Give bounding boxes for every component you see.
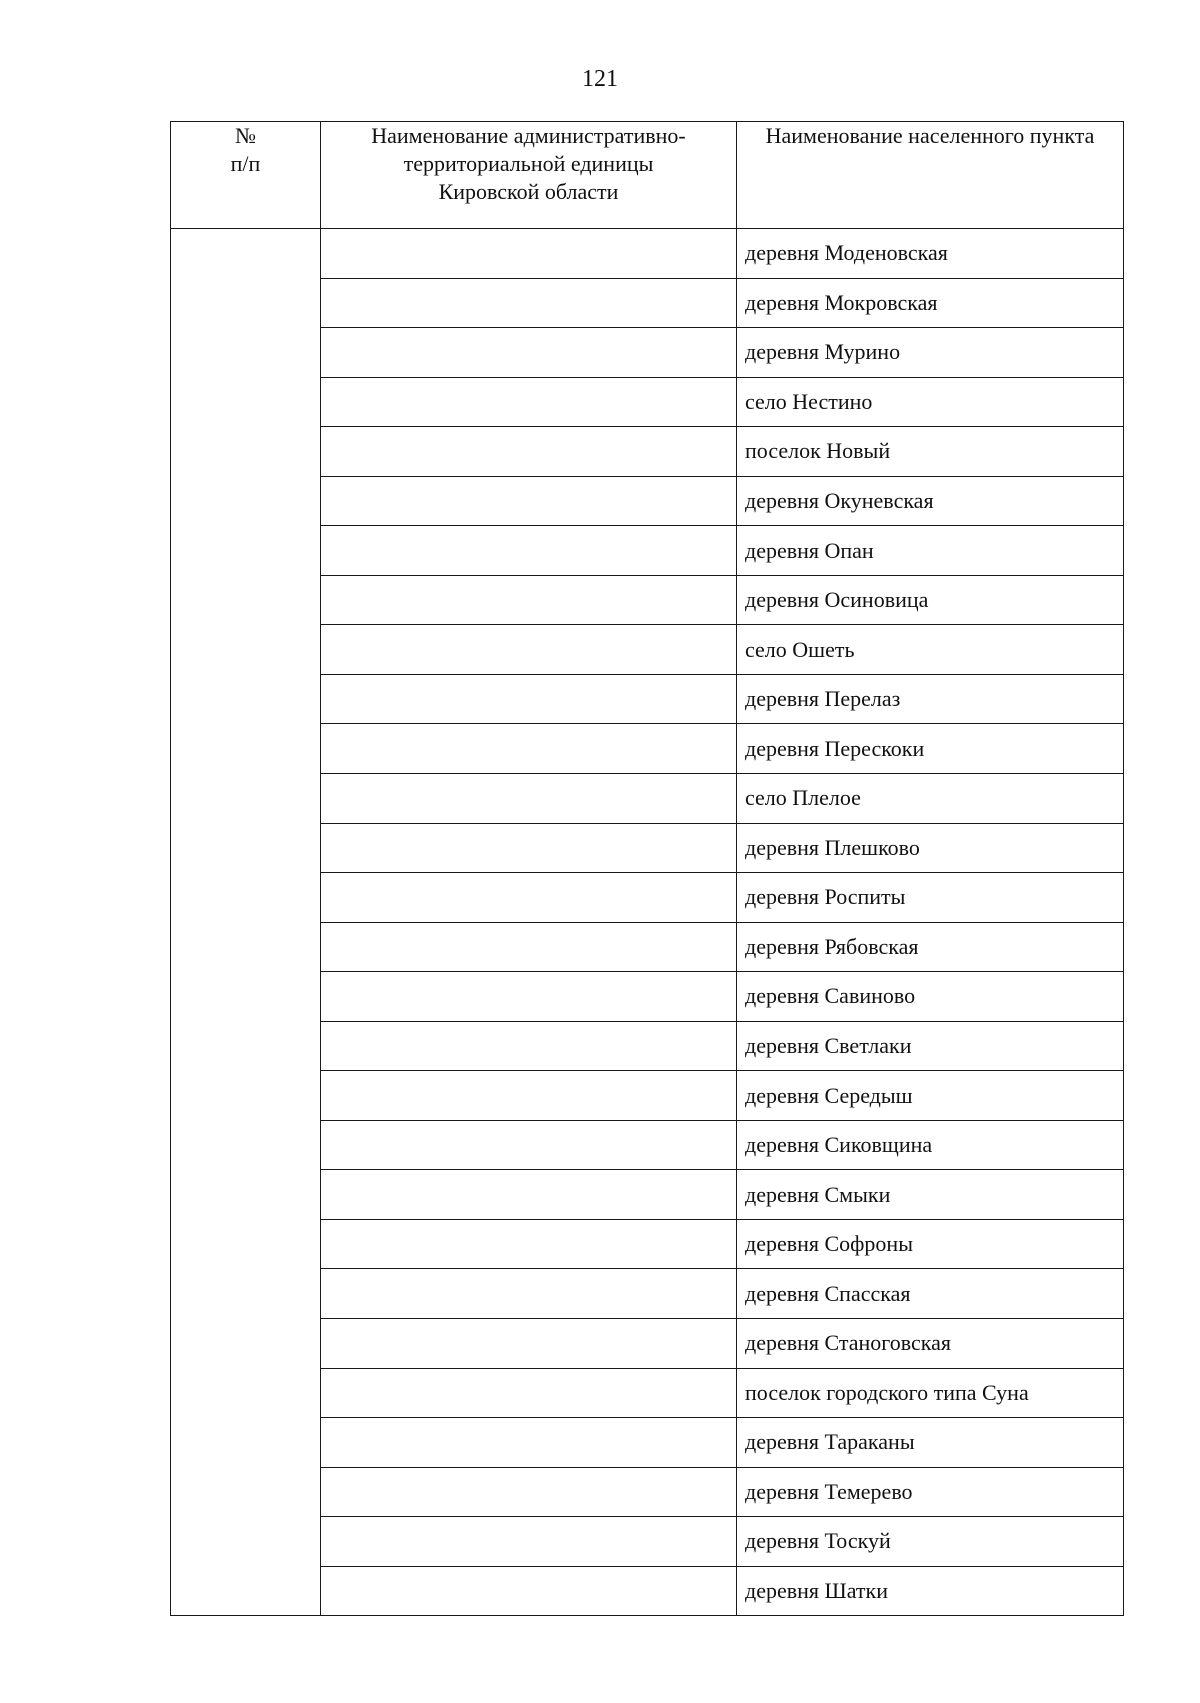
page-number: 121 (582, 66, 618, 92)
admin-unit-cell (321, 1071, 737, 1121)
header-settlement: Наименование населенного пункта (737, 122, 1124, 229)
admin-unit-cell (321, 1517, 737, 1567)
settlement-cell: деревня Опан (737, 526, 1124, 576)
table-body (171, 229, 1124, 1616)
admin-unit-cell (321, 575, 737, 625)
admin-unit-cell (321, 427, 737, 477)
admin-unit-cell (321, 1219, 737, 1269)
admin-unit-cell (321, 972, 737, 1022)
header-number-line: п/п (230, 151, 261, 176)
admin-unit-cell (321, 1467, 737, 1517)
admin-unit-cell (321, 1170, 737, 1220)
admin-unit-cell (321, 724, 737, 774)
header-number (171, 122, 321, 229)
admin-unit-cell (321, 229, 737, 279)
settlement-cell: деревня Савиново (737, 972, 1124, 1022)
admin-unit-cell (321, 1319, 737, 1369)
settlement-cell: деревня Перескоки (737, 724, 1124, 774)
admin-unit-cell (321, 674, 737, 724)
header-admin-unit-line: Кировской области (438, 179, 619, 204)
settlement-cell: деревня Рябовская (737, 922, 1124, 972)
settlement-cell: село Плелое (737, 774, 1124, 824)
settlement-cell: поселок Новый (737, 427, 1124, 477)
settlement-cell: поселок городского типа Суна (737, 1368, 1124, 1418)
admin-unit-cell (321, 1418, 737, 1468)
admin-unit-cell (321, 476, 737, 526)
settlement-cell: деревня Светлаки (737, 1021, 1124, 1071)
number-cell (171, 229, 321, 1616)
settlement-cell: деревня Софроны (737, 1219, 1124, 1269)
settlement-cell: деревня Тараканы (737, 1418, 1124, 1468)
admin-unit-cell (321, 377, 737, 427)
admin-unit-cell (321, 278, 737, 328)
settlement-cell: деревня Тоскуй (737, 1517, 1124, 1567)
settlement-cell: деревня Роспиты (737, 873, 1124, 923)
admin-unit-cell (321, 625, 737, 675)
admin-unit-cell (321, 1566, 737, 1616)
settlement-cell: деревня Мокровская (737, 278, 1124, 328)
settlement-cell: деревня Спасская (737, 1269, 1124, 1319)
settlement-cell: деревня Сиковщина (737, 1120, 1124, 1170)
settlement-cell: деревня Моденовская (737, 229, 1124, 279)
admin-unit-cell (321, 1269, 737, 1319)
settlement-cell: село Нестино (737, 377, 1124, 427)
admin-unit-cell (321, 328, 737, 378)
settlement-cell: деревня Станоговская (737, 1319, 1124, 1369)
admin-unit-cell (321, 1120, 737, 1170)
settlement-cell: деревня Темерево (737, 1467, 1124, 1517)
admin-unit-cell (321, 774, 737, 824)
admin-unit-cell (321, 922, 737, 972)
admin-unit-cell (321, 526, 737, 576)
settlement-cell: деревня Мурино (737, 328, 1124, 378)
settlement-cell: деревня Осиновица (737, 575, 1124, 625)
admin-unit-cell (321, 873, 737, 923)
settlement-cell: село Ошеть (737, 625, 1124, 675)
admin-unit-cell (321, 1368, 737, 1418)
settlement-cell: деревня Смыки (737, 1170, 1124, 1220)
settlement-cell: деревня Плешково (737, 823, 1124, 873)
settlement-cell: деревня Середыш (737, 1071, 1124, 1121)
admin-unit-cell (321, 823, 737, 873)
admin-unit-cell (321, 1021, 737, 1071)
header-admin-unit-line: Наименование административно- (371, 123, 686, 148)
settlement-cell: деревня Перелаз (737, 674, 1124, 724)
header-admin-unit (321, 122, 737, 229)
header-number-line: № (235, 123, 256, 148)
settlements-table (170, 121, 1124, 1616)
table-row (171, 229, 1124, 279)
header-admin-unit-line: территориальной единицы (403, 151, 654, 176)
settlement-cell: деревня Шатки (737, 1566, 1124, 1616)
settlement-cell: деревня Окуневская (737, 476, 1124, 526)
table-header-row (171, 122, 1124, 229)
